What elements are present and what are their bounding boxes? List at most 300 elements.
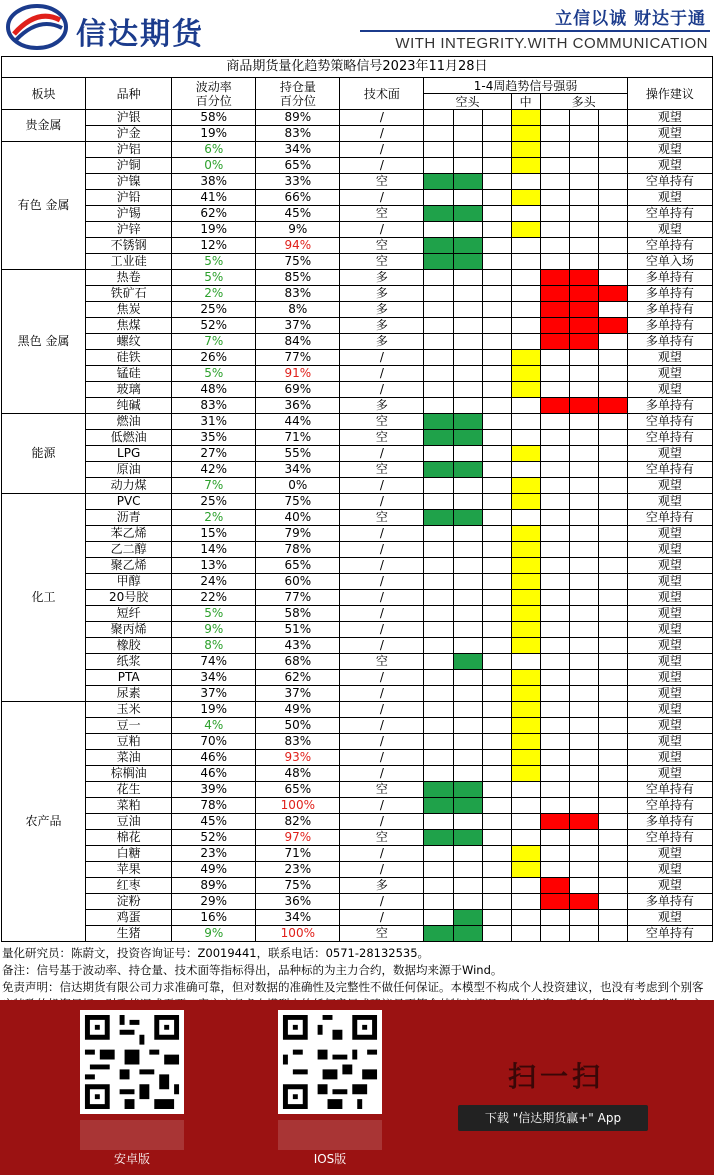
advice-cell: 观望 (627, 718, 712, 734)
signal-cell (482, 638, 511, 654)
advice-cell: 空单持有 (627, 414, 712, 430)
signal-cell (511, 110, 540, 126)
signal-cell (598, 542, 627, 558)
technical-cell: / (340, 526, 424, 542)
signal-cell (482, 878, 511, 894)
signal-cell (424, 254, 453, 270)
signal-cell (453, 382, 482, 398)
table-row (2, 366, 713, 382)
signal-cell (598, 910, 627, 926)
signal-cell (540, 414, 569, 430)
ios-label: IOS版 (313, 1152, 347, 1166)
signal-cell (598, 574, 627, 590)
sector-cell: 农产品 (2, 702, 86, 942)
signal-cell (424, 334, 453, 350)
advice-cell: 观望 (627, 558, 712, 574)
signal-cell (453, 414, 482, 430)
signal-cell (482, 254, 511, 270)
signal-cell (511, 542, 540, 558)
technical-cell: / (340, 350, 424, 366)
product-cell: 铁矿石 (86, 286, 172, 302)
signal-cell (569, 158, 598, 174)
signal-cell (453, 494, 482, 510)
table-title: 商品期货量化趋势策略信号2023年11月28日 (2, 57, 713, 78)
signal-cell (482, 718, 511, 734)
ios-qr-code[interactable] (278, 1010, 382, 1114)
technical-cell: / (340, 494, 424, 510)
signal-cell (511, 878, 540, 894)
volatility-cell: 16% (172, 910, 256, 926)
header-sector: 板块 (2, 78, 86, 110)
open-interest-cell: 34% (256, 462, 340, 478)
technical-cell: 空 (340, 926, 424, 942)
open-interest-cell: 49% (256, 702, 340, 718)
signal-cell (453, 846, 482, 862)
signal-cell (511, 286, 540, 302)
signal-cell (569, 238, 598, 254)
product-cell: 白糖 (86, 846, 172, 862)
product-cell: 工业硅 (86, 254, 172, 270)
product-cell: 纸浆 (86, 654, 172, 670)
signal-cell (453, 702, 482, 718)
signal-cell (540, 334, 569, 350)
signal-cell (540, 382, 569, 398)
signal-cell (453, 142, 482, 158)
signal-cell (482, 926, 511, 942)
product-cell: 豆油 (86, 814, 172, 830)
volatility-cell: 38% (172, 174, 256, 190)
signal-cell (540, 430, 569, 446)
table-row (2, 670, 713, 686)
open-interest-cell: 100% (256, 926, 340, 942)
open-interest-cell: 83% (256, 126, 340, 142)
technical-cell: 多 (340, 270, 424, 286)
signal-cell (540, 126, 569, 142)
signal-cell (540, 206, 569, 222)
technical-cell: / (340, 670, 424, 686)
table-row (2, 878, 713, 894)
advice-cell: 观望 (627, 654, 712, 670)
signal-cell (511, 606, 540, 622)
signal-cell (569, 302, 598, 318)
technical-cell: / (340, 126, 424, 142)
signal-cell (453, 318, 482, 334)
signal-cell (424, 414, 453, 430)
signal-cell (453, 174, 482, 190)
volatility-cell: 19% (172, 222, 256, 238)
signal-cell (540, 766, 569, 782)
table-row (2, 622, 713, 638)
header-signal: 1-4周趋势信号强弱 (424, 78, 627, 94)
signal-cell (424, 382, 453, 398)
signal-cell (569, 286, 598, 302)
product-cell: 焦煤 (86, 318, 172, 334)
technical-cell: / (340, 478, 424, 494)
technical-cell: 空 (340, 238, 424, 254)
signal-cell (511, 414, 540, 430)
qr-icon (80, 1010, 184, 1114)
signal-cell (453, 590, 482, 606)
technical-cell: / (340, 110, 424, 126)
volatility-cell: 23% (172, 846, 256, 862)
signal-cell (540, 238, 569, 254)
table-row (2, 862, 713, 878)
product-cell: 短纤 (86, 606, 172, 622)
technical-cell: / (340, 910, 424, 926)
open-interest-cell: 0% (256, 478, 340, 494)
product-cell: 螺纹 (86, 334, 172, 350)
product-cell: 乙二醇 (86, 542, 172, 558)
signal-cell (482, 750, 511, 766)
signal-cell (482, 558, 511, 574)
volatility-cell: 7% (172, 334, 256, 350)
sector-cell: 黑色 金属 (2, 270, 86, 414)
signal-cell (598, 686, 627, 702)
header-short: 空头 (424, 94, 511, 110)
disclaimer: 免责声明：信达期货有限公司力求准确可靠，但对数据的准确性及完整性不做任何保证。本模型不构成个人投资建议，也没有考虑到个别客 (2, 980, 704, 994)
table-row (2, 718, 713, 734)
technical-cell: / (340, 718, 424, 734)
header-product: 品种 (86, 78, 172, 110)
advice-cell: 观望 (627, 542, 712, 558)
signal-cell (569, 830, 598, 846)
signal-cell (540, 494, 569, 510)
product-cell: 豆粕 (86, 734, 172, 750)
signal-cell (511, 334, 540, 350)
technical-cell: / (340, 542, 424, 558)
signal-cell (569, 766, 598, 782)
technical-cell: 多 (340, 286, 424, 302)
signal-cell (511, 142, 540, 158)
signal-cell (598, 158, 627, 174)
signal-cell (511, 926, 540, 942)
android-label: 安卓版 (113, 1152, 150, 1166)
signal-cell (569, 910, 598, 926)
signal-cell (598, 734, 627, 750)
volatility-cell: 48% (172, 382, 256, 398)
advice-cell: 空单持有 (627, 510, 712, 526)
signal-cell (511, 462, 540, 478)
signal-cell (540, 654, 569, 670)
signal-cell (453, 366, 482, 382)
signal-cell (424, 718, 453, 734)
advice-cell: 多单持有 (627, 286, 712, 302)
signal-cell (569, 638, 598, 654)
signal-cell (540, 702, 569, 718)
technical-cell: / (340, 702, 424, 718)
signal-cell (569, 174, 598, 190)
open-interest-cell: 91% (256, 366, 340, 382)
signal-cell (598, 702, 627, 718)
technical-cell: 空 (340, 174, 424, 190)
signal-cell (482, 526, 511, 542)
table-row (2, 846, 713, 862)
signal-cell (482, 174, 511, 190)
open-interest-cell: 65% (256, 782, 340, 798)
technical-cell: / (340, 574, 424, 590)
signal-cell (540, 734, 569, 750)
signal-cell (569, 334, 598, 350)
volatility-cell: 70% (172, 734, 256, 750)
signal-cell (511, 734, 540, 750)
signal-cell (482, 350, 511, 366)
signal-cell (482, 286, 511, 302)
table-row (2, 462, 713, 478)
signal-cell (482, 654, 511, 670)
open-interest-cell: 83% (256, 286, 340, 302)
signal-cell (598, 286, 627, 302)
advice-cell: 空单持有 (627, 782, 712, 798)
advice-cell: 观望 (627, 494, 712, 510)
advice-cell: 观望 (627, 846, 712, 862)
signal-cell (453, 222, 482, 238)
volatility-cell: 41% (172, 190, 256, 206)
advice-cell: 多单持有 (627, 894, 712, 910)
signal-cell (598, 350, 627, 366)
open-interest-cell: 75% (256, 494, 340, 510)
signal-cell (569, 718, 598, 734)
volatility-cell: 9% (172, 622, 256, 638)
signal-cell (598, 750, 627, 766)
product-cell: 苹果 (86, 862, 172, 878)
signal-cell (511, 270, 540, 286)
signal-cell (482, 606, 511, 622)
signal-cell (453, 766, 482, 782)
open-interest-cell: 78% (256, 542, 340, 558)
volatility-cell: 26% (172, 350, 256, 366)
technical-cell: / (340, 190, 424, 206)
table-row (2, 398, 713, 414)
signal-cell (540, 446, 569, 462)
signal-cell (569, 254, 598, 270)
open-interest-cell: 33% (256, 174, 340, 190)
signal-cell (482, 414, 511, 430)
signal-cell (540, 142, 569, 158)
signal-cell (482, 830, 511, 846)
signal-cell (598, 382, 627, 398)
table-row (2, 126, 713, 142)
header-technical: 技术面 (340, 78, 424, 110)
technical-cell: 空 (340, 462, 424, 478)
signal-cell (424, 590, 453, 606)
signal-cell (598, 222, 627, 238)
signal-cell (540, 574, 569, 590)
technical-cell: / (340, 158, 424, 174)
signal-cell (482, 798, 511, 814)
signal-cell (424, 622, 453, 638)
technical-cell: 多 (340, 334, 424, 350)
signal-cell (453, 286, 482, 302)
signal-cell (482, 622, 511, 638)
signal-cell (424, 302, 453, 318)
open-interest-cell: 79% (256, 526, 340, 542)
open-interest-cell: 37% (256, 318, 340, 334)
signal-cell (453, 238, 482, 254)
signal-cell (569, 574, 598, 590)
signal-cell (424, 926, 453, 942)
qr-icon (278, 1010, 382, 1114)
product-cell: 沪铜 (86, 158, 172, 174)
signal-cell (482, 462, 511, 478)
signal-cell (424, 462, 453, 478)
signal-cell (569, 926, 598, 942)
signal-cell (453, 334, 482, 350)
table-row (2, 558, 713, 574)
signal-cell (511, 398, 540, 414)
advice-cell: 观望 (627, 190, 712, 206)
table-row (2, 478, 713, 494)
signal-cell (540, 830, 569, 846)
signal-cell (598, 926, 627, 942)
advice-cell: 多单持有 (627, 814, 712, 830)
table-row (2, 510, 713, 526)
android-qr-frame (80, 1120, 184, 1150)
signal-cell (540, 798, 569, 814)
volatility-cell: 35% (172, 430, 256, 446)
signal-cell (569, 782, 598, 798)
volatility-cell: 13% (172, 558, 256, 574)
signal-cell (598, 654, 627, 670)
brand-name: 信达期货 (76, 17, 204, 52)
product-cell: 生猪 (86, 926, 172, 942)
product-cell: 尿素 (86, 686, 172, 702)
signal-cell (540, 926, 569, 942)
signal-cell (453, 350, 482, 366)
signal-cell (569, 478, 598, 494)
signal-cell (511, 446, 540, 462)
table-row (2, 526, 713, 542)
header-long: 多头 (540, 94, 627, 110)
header-volatility: 波动率 百分位 (172, 78, 256, 110)
signal-cell (540, 270, 569, 286)
signal-cell (482, 478, 511, 494)
signal-cell (424, 750, 453, 766)
signal-cell (598, 270, 627, 286)
signal-cell (540, 750, 569, 766)
open-interest-cell: 84% (256, 334, 340, 350)
signal-cell (482, 430, 511, 446)
signal-cell (569, 430, 598, 446)
signal-cell (453, 206, 482, 222)
signal-cell (569, 654, 598, 670)
signal-cell (482, 110, 511, 126)
signal-cell (569, 382, 598, 398)
technical-cell: / (340, 798, 424, 814)
signal-cell (598, 206, 627, 222)
product-cell: 花生 (86, 782, 172, 798)
signal-cell (453, 398, 482, 414)
sector-cell: 贵金属 (2, 110, 86, 142)
advice-cell: 观望 (627, 590, 712, 606)
signal-cell (424, 734, 453, 750)
signal-cell (424, 686, 453, 702)
signal-cell (598, 398, 627, 414)
signal-cell (453, 686, 482, 702)
table-row (2, 542, 713, 558)
signal-cell (453, 798, 482, 814)
signal-cell (569, 798, 598, 814)
table-row (2, 286, 713, 302)
signal-cell (540, 286, 569, 302)
table-row (2, 174, 713, 190)
signal-cell (511, 558, 540, 574)
signal-cell (540, 606, 569, 622)
table-row (2, 782, 713, 798)
signal-cell (453, 462, 482, 478)
signal-cell (511, 750, 540, 766)
advice-cell: 观望 (627, 702, 712, 718)
android-qr-code[interactable] (80, 1010, 184, 1114)
signal-cell (424, 478, 453, 494)
product-cell: PTA (86, 670, 172, 686)
signal-cell (540, 350, 569, 366)
signal-cell (569, 110, 598, 126)
product-cell: 20号胶 (86, 590, 172, 606)
signal-cell (540, 526, 569, 542)
open-interest-cell: 36% (256, 398, 340, 414)
signal-cell (482, 766, 511, 782)
advice-cell: 观望 (627, 478, 712, 494)
signal-cell (569, 558, 598, 574)
download-app-button[interactable]: 下载 "信达期货赢+" App (458, 1105, 648, 1131)
technical-cell: 空 (340, 206, 424, 222)
table-row (2, 382, 713, 398)
signal-cell (598, 670, 627, 686)
slogan-english: WITH INTEGRITY.WITH COMMUNICATION (395, 35, 708, 52)
technical-cell: / (340, 222, 424, 238)
volatility-cell: 5% (172, 254, 256, 270)
signal-cell (540, 862, 569, 878)
open-interest-cell: 75% (256, 254, 340, 270)
technical-cell: 多 (340, 302, 424, 318)
signal-cell (453, 510, 482, 526)
signal-cell (540, 686, 569, 702)
table-row (2, 430, 713, 446)
technical-cell: / (340, 862, 424, 878)
table-row (2, 238, 713, 254)
product-cell: PVC (86, 494, 172, 510)
technical-cell: 空 (340, 654, 424, 670)
product-cell: 沪金 (86, 126, 172, 142)
signal-cell (424, 638, 453, 654)
signal-cell (598, 814, 627, 830)
signal-cell (424, 366, 453, 382)
product-cell: 豆一 (86, 718, 172, 734)
technical-cell: / (340, 766, 424, 782)
signal-cell (424, 110, 453, 126)
open-interest-cell: 8% (256, 302, 340, 318)
product-cell: 沪锌 (86, 222, 172, 238)
signal-cell (482, 158, 511, 174)
signal-cell (569, 734, 598, 750)
signal-cell (598, 110, 627, 126)
signal-cell (424, 766, 453, 782)
signal-cell (453, 862, 482, 878)
signal-cell (569, 494, 598, 510)
open-interest-cell: 43% (256, 638, 340, 654)
technical-cell: / (340, 142, 424, 158)
advice-cell: 空单持有 (627, 926, 712, 942)
signal-cell (598, 830, 627, 846)
signal-cell (540, 366, 569, 382)
open-interest-cell: 36% (256, 894, 340, 910)
signal-cell (569, 606, 598, 622)
volatility-cell: 7% (172, 478, 256, 494)
advice-cell: 空单持有 (627, 798, 712, 814)
signal-cell (598, 366, 627, 382)
advice-cell: 空单持有 (627, 462, 712, 478)
signal-cell (424, 862, 453, 878)
